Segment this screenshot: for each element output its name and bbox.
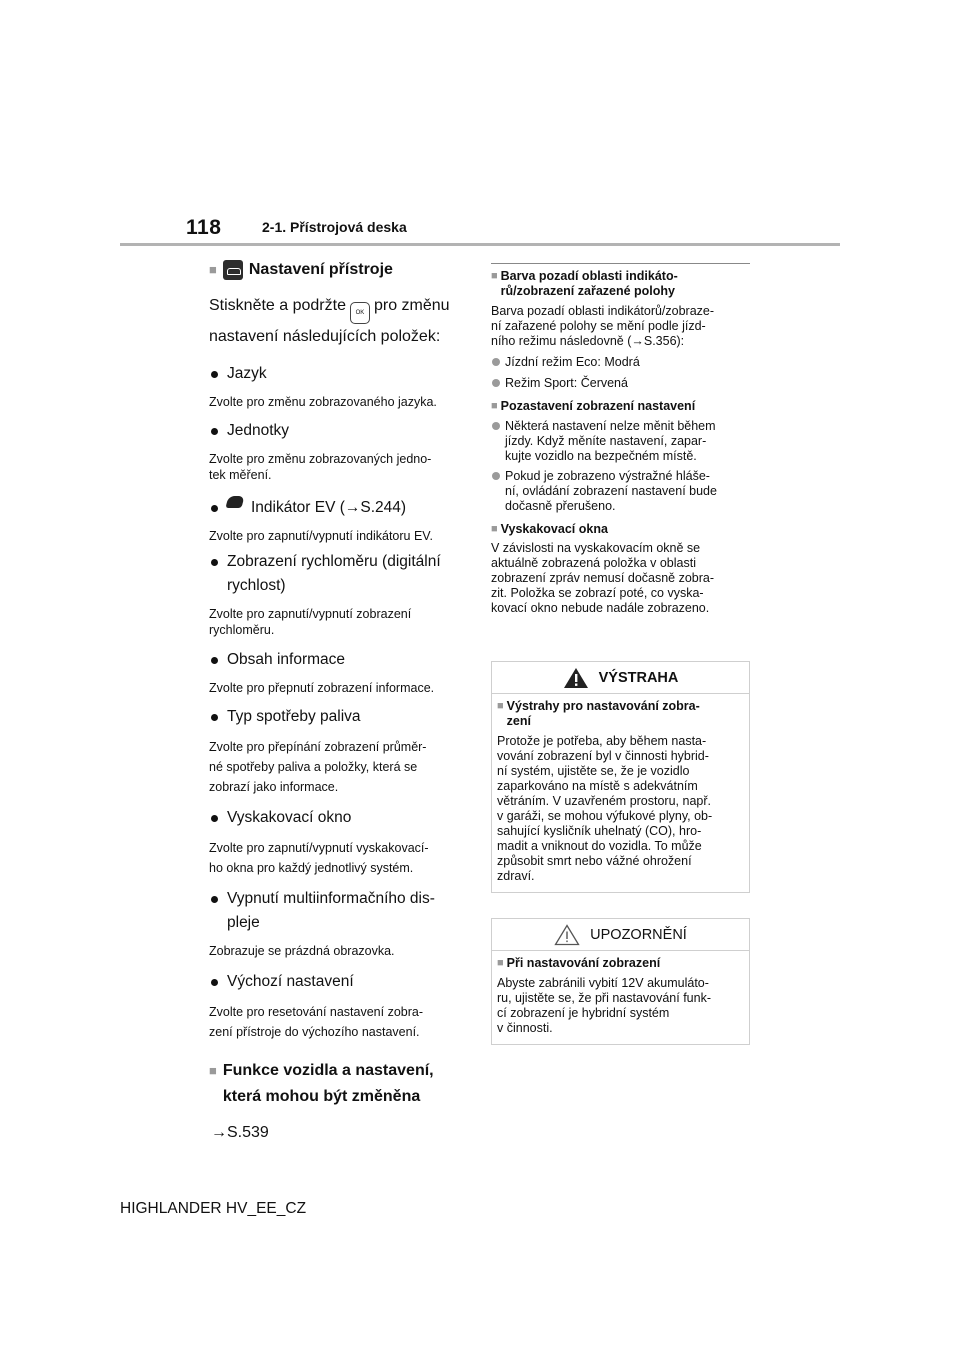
list-item: Jízdní režim Eco: Modrá [491, 355, 750, 370]
square-bullet-icon: ■ [209, 1063, 217, 1078]
item-desc: Zobrazuje se prázdná obrazovka. [209, 944, 395, 958]
list-item [209, 648, 471, 672]
list-item [209, 419, 471, 443]
intro-part-b: pro změnu [373, 297, 450, 314]
bullet-dot-icon [211, 371, 218, 378]
bullet-dot-icon [211, 714, 218, 721]
header-divider [120, 243, 840, 246]
item-label: Zobrazení rychloměru (digitální rychlost) [227, 553, 441, 594]
section-title: Funkce vozidla a nastavení, která mohou být změněna [222, 1062, 434, 1105]
section-title: Vyskakovací okna [500, 522, 608, 536]
warning-triangle-icon [563, 667, 589, 689]
item-desc: Zvolte pro resetování nastavení zobra- zení přístroje do výchozího nastavení. [209, 1005, 424, 1039]
section-title: Pozastavení zobrazení nastavení [500, 399, 696, 413]
bullet-dot-icon [211, 428, 218, 435]
notice-subtitle: ■ Při nastavování zobrazení [497, 956, 661, 970]
page-number: 118 [186, 216, 222, 239]
warning-title: VÝSTRAHA [598, 669, 679, 686]
list-item [209, 806, 471, 830]
list-item [209, 496, 471, 520]
item-desc: Zvolte pro přepínání zobrazení průměr- né spotřeby paliva a položky, která se zobrazí jako informace. [209, 740, 427, 794]
list-item [209, 705, 471, 729]
section-vehicle-functions [209, 1058, 471, 1110]
section-body: V závislosti na vyskakovacím okně se aktuálně zobrazená položka v oblasti zobrazení zpráv nemusí dočasně zobra- zit. Položka se zobrazí poté, co vyska- kovací okno nebude nadále zobrazeno. [491, 541, 715, 615]
bullet-dot-icon [211, 559, 218, 566]
right-column [491, 263, 750, 616]
list-item: Režim Sport: Červená [491, 376, 750, 391]
list-item: Pokud je zobrazeno výstražné hláše- ní, ovládání zobrazení nastavení bude dočasně přerušeno. [491, 469, 750, 514]
square-bullet-icon: ■ [209, 262, 217, 277]
bullet-dot-icon [492, 422, 500, 430]
bullet-dot-icon [211, 815, 218, 822]
item-label: Vypnutí multiinformačního dis- pleje [227, 890, 435, 931]
square-bullet-icon: ■ [491, 523, 498, 535]
square-bullet-icon: ■ [497, 957, 504, 969]
item-desc: Zvolte pro změnu zobrazovaného jazyka. [209, 395, 437, 409]
ev-indicator-icon [225, 496, 244, 508]
item-label: Typ spotřeby paliva [227, 708, 361, 725]
notice-title: UPOZORNĚNÍ [590, 926, 687, 943]
item-label: Vyskakovací okno [227, 809, 352, 826]
item-label: Indikátor EV (→S.244) [251, 499, 407, 516]
list-item [209, 362, 471, 386]
item-desc: Zvolte pro zapnutí/vypnutí vyskakovací- ho okna pro každý jednotlivý systém. [209, 841, 429, 875]
item-desc: Zvolte pro změnu zobrazovaných jedno- tek měření. [209, 452, 432, 482]
bullet-dot-icon [211, 896, 218, 903]
list-item: Některá nastavení nelze měnit během jízdy. Když měníte nastavení, zapar- kujte vozidlo na bezpečném místě. [491, 419, 750, 464]
caution-triangle-icon [554, 924, 580, 946]
item-desc: Zvolte pro zapnutí/vypnutí indikátoru EV. [209, 529, 433, 543]
item-label: Výchozí nastavení [227, 973, 354, 990]
warning-header [492, 662, 749, 694]
left-column [209, 259, 471, 1146]
square-bullet-icon: ■ [491, 400, 498, 412]
bullet-dot-icon [492, 358, 500, 366]
item-label: Obsah informace [227, 651, 346, 668]
section-title: Nastavení přístroje [248, 261, 393, 278]
bullet-dot-icon [492, 379, 500, 387]
bullet-dot-icon [211, 979, 218, 986]
section-background-color [491, 269, 750, 299]
bullet-dot-icon [211, 657, 218, 664]
item-desc: Zvolte pro zapnutí/vypnutí zobrazení rychloměru. [209, 607, 412, 637]
section-instrument-settings [209, 259, 471, 281]
section-settings-suspension [491, 399, 750, 414]
intro-part-a: Stiskněte a podržte [209, 297, 346, 314]
warning-text: Protože je potřeba, aby během nasta- vování zobrazení byl v činnosti hybrid- ní systém, ujistěte se, že je vozidlo zaparkováno na místě s adekvátním větráním. V uzavřeném prostoru, např. v garáži, se mohou výfukové plyny, ob- sahující kysličník uhelnatý (CO), hro- madit a vniknout do vozidla. To může způsobit smrt nebo vážné ohrožení zdraví. [497, 734, 713, 883]
ok-button-icon: OK [350, 302, 370, 324]
warning-body [492, 694, 749, 892]
warning-subtitle: ■ Výstrahy pro nastavování zobra- zení [497, 699, 700, 728]
list-item [209, 970, 471, 994]
square-bullet-icon: ■ [497, 700, 504, 712]
notice-header [492, 919, 749, 951]
bullet-dot-icon [211, 505, 218, 512]
footer-model: HIGHLANDER HV_EE_CZ [120, 1200, 307, 1217]
notice-body [492, 951, 749, 1044]
notice-box [491, 918, 750, 1045]
warning-box [491, 661, 750, 893]
intro-line-2: nastavení následujících položek: [209, 328, 441, 345]
intro-text [209, 293, 471, 350]
item-label: Jazyk [227, 365, 267, 382]
section-popup-windows [491, 522, 750, 537]
column-divider [491, 263, 750, 264]
notice-text: Abyste zabránili vybití 12V akumuláto- ru, ujistěte se, že při nastavování funk- cí zobrazení je hybridní systém v činnosti. [497, 976, 711, 1035]
bullet-dot-icon [492, 472, 500, 480]
section-body: Barva pozadí oblasti indikátorů/zobraze- ní zařazené polohy se mění podle jízd- ního režimu následovně (→S.356): [491, 304, 715, 348]
square-bullet-icon: ■ [491, 270, 498, 282]
list-item [209, 887, 471, 935]
car-settings-icon [223, 260, 243, 280]
section-title: Barva pozadí oblasti indikáto- rů/zobrazení zařazené polohy [500, 269, 678, 298]
item-label: Jednotky [227, 422, 290, 439]
page-reference: →S.539 [211, 1124, 269, 1141]
chapter-title: 2-1. Přístrojová deska [262, 219, 407, 235]
list-item [209, 550, 471, 598]
item-desc: Zvolte pro přepnutí zobrazení informace. [209, 681, 435, 695]
